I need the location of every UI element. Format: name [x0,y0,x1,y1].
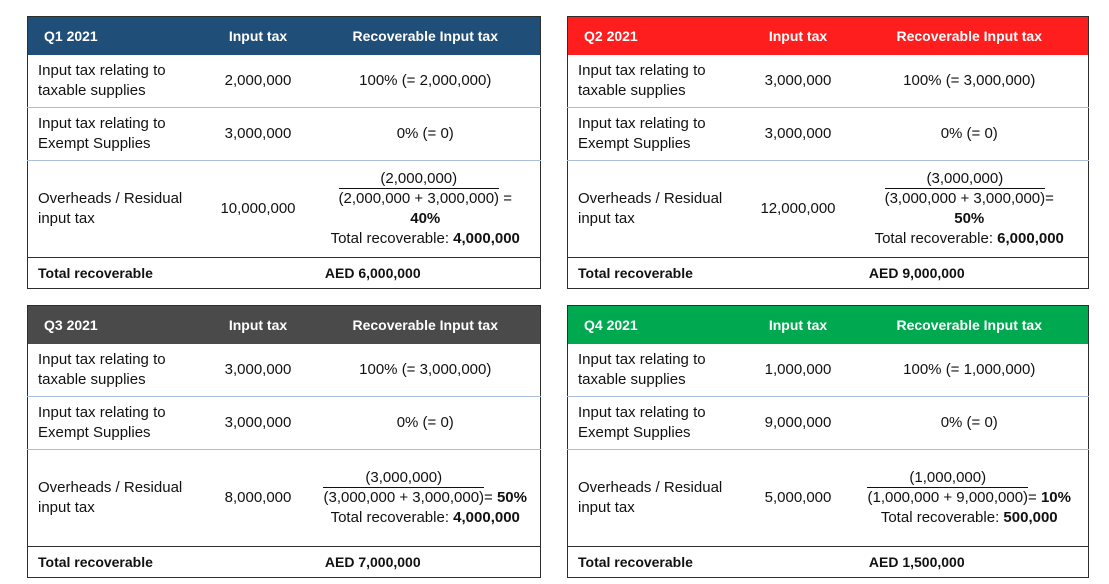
total-label: Total recoverable [568,258,746,289]
recoverable-header: Recoverable Input tax [311,17,541,56]
fraction [339,169,500,209]
recoverable-header: Recoverable Input tax [311,306,541,345]
total-label: Total recoverable [28,547,206,578]
exempt-label: Input tax relating to Exempt Supplies [568,108,746,161]
total-recoverable-prefix: Total recoverable: [330,230,449,247]
exempt-recoverable: 0% (= 0) [851,397,1089,450]
table-header [28,306,541,345]
fraction-suffix: = [484,489,497,506]
overheads-label: Overheads / Residual input tax [578,479,723,516]
total-row [568,547,1089,578]
exempt-amount: 3,000,000 [206,108,311,161]
total-label: Total recoverable [28,258,206,289]
fraction-numerator: (2,000,000) [339,169,500,189]
total-recoverable-value: 4,000,000 [453,230,520,247]
fraction-numerator: (3,000,000) [323,468,484,488]
exempt-amount: 3,000,000 [746,108,851,161]
percent-value: 50% [954,210,985,227]
taxable-amount: 3,000,000 [206,344,311,397]
percent-value: 50% [496,489,527,506]
recoverable-header: Recoverable Input tax [851,17,1089,56]
exempt-recoverable: 0% (= 0) [851,108,1089,161]
fraction-numerator: (3,000,000) [885,169,1046,189]
fraction [867,468,1028,508]
quarter-title: Q3 2021 [28,306,206,345]
exempt-recoverable: 0% (= 0) [311,108,541,161]
overheads-amount: 8,000,000 [224,489,292,506]
total-recoverable-prefix: Total recoverable: [330,509,449,526]
total-row [568,258,1089,289]
fraction-denominator: (2,000,000 + 3,000,000) [338,190,500,207]
table-header [568,17,1089,56]
fraction-denominator: (3,000,000 + 3,000,000) [884,190,1046,207]
total-label: Total recoverable [568,547,746,578]
total-value: AED 1,500,000 [746,547,1089,578]
table-row [28,161,541,258]
table-row [568,161,1089,258]
fraction [323,468,484,508]
total-value: AED 7,000,000 [206,547,541,578]
taxable-recoverable: 100% (= 2,000,000) [311,55,541,108]
input-tax-header: Input tax [746,306,851,345]
fraction-suffix: = [1028,489,1041,506]
overheads-recoverable [311,161,541,258]
table-row [28,55,541,108]
overheads-amount: 12,000,000 [760,200,836,217]
overheads-recoverable [851,161,1089,258]
taxable-label: Input tax relating to taxable supplies [568,55,746,108]
fraction-suffix: = [499,190,512,207]
fraction-denominator: (3,000,000 + 3,000,000) [323,489,485,506]
table-row [28,450,541,547]
taxable-label: Input tax relating to taxable supplies [28,55,206,108]
fraction-denominator: (1,000,000 + 9,000,000) [867,489,1029,506]
quarter-title: Q2 2021 [568,17,746,56]
exempt-label: Input tax relating to Exempt Supplies [28,397,206,450]
taxable-recoverable: 100% (= 1,000,000) [851,344,1089,397]
taxable-label: Input tax relating to taxable supplies [28,344,206,397]
overheads-label: Overheads / Residual input tax [38,190,183,227]
overheads-label: Overheads / Residual input tax [578,190,723,227]
exempt-amount: 3,000,000 [206,397,311,450]
percent-value: 10% [1040,489,1071,506]
table-row [28,108,541,161]
input-tax-header: Input tax [746,17,851,56]
overheads-recoverable [311,450,541,547]
taxable-amount: 2,000,000 [206,55,311,108]
taxable-label: Input tax relating to taxable supplies [568,344,746,397]
taxable-recoverable: 100% (= 3,000,000) [851,55,1089,108]
taxable-amount: 3,000,000 [746,55,851,108]
table-row [28,344,541,397]
total-row [28,547,541,578]
table-header [28,17,541,56]
table-row [568,344,1089,397]
overheads-amount: 10,000,000 [220,200,296,217]
total-recoverable-value: 500,000 [1003,509,1058,526]
total-value: AED 6,000,000 [206,258,541,289]
total-recoverable-value: 6,000,000 [997,230,1064,247]
table-row [568,450,1089,547]
exempt-amount: 9,000,000 [746,397,851,450]
table-row [568,108,1089,161]
overheads-recoverable [851,450,1089,547]
input-tax-header: Input tax [206,306,311,345]
exempt-label: Input tax relating to Exempt Supplies [28,108,206,161]
total-value: AED 9,000,000 [746,258,1089,289]
quarter-title: Q1 2021 [28,17,206,56]
fraction [885,169,1046,209]
taxable-recoverable: 100% (= 3,000,000) [311,344,541,397]
overheads-amount: 5,000,000 [764,489,832,506]
exempt-recoverable: 0% (= 0) [311,397,541,450]
table-row [568,55,1089,108]
q1-2021-table [27,16,541,289]
total-recoverable-prefix: Total recoverable: [880,509,1000,526]
q2-2021-table [567,16,1089,289]
total-recoverable-prefix: Total recoverable: [874,230,993,247]
percent-value: 40% [410,210,441,227]
q4-2021-table [567,305,1089,578]
recoverable-header: Recoverable Input tax [851,306,1089,345]
fraction-numerator: (1,000,000) [867,468,1028,488]
total-recoverable-value: 4,000,000 [453,509,520,526]
total-row [28,258,541,289]
input-tax-header: Input tax [206,17,311,56]
overheads-label: Overheads / Residual input tax [38,479,183,516]
exempt-label: Input tax relating to Exempt Supplies [568,397,746,450]
table-row [28,397,541,450]
quarter-title: Q4 2021 [568,306,746,345]
table-row [568,397,1089,450]
q3-2021-table [27,305,541,578]
taxable-amount: 1,000,000 [746,344,851,397]
table-header [568,306,1089,345]
fraction-suffix: = [1045,190,1054,207]
